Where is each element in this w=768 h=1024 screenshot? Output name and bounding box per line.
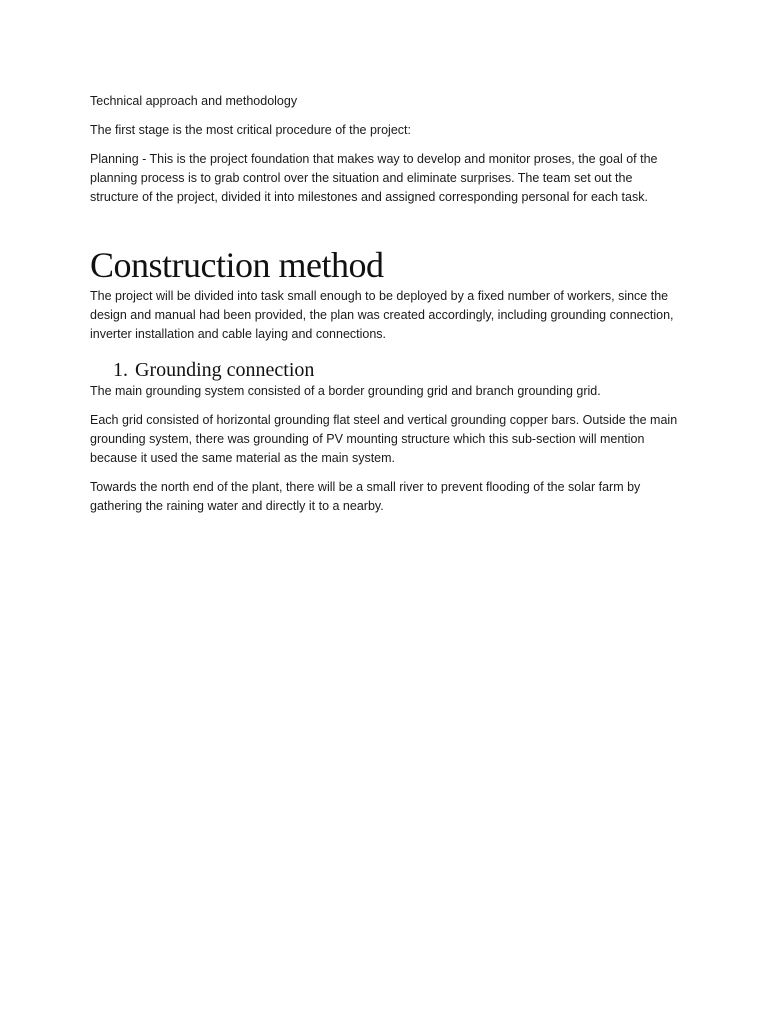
construction-paragraph: The project will be divided into task small enough to be deployed by a fixed number of workers, since the design and manual had been provided, the plan was created accordingly, including grounding connection, inverter installation and cable laying and connections.: [90, 289, 674, 341]
first-stage-paragraph: The first stage is the most critical procedure of the project:: [90, 123, 411, 137]
section-number: 1.: [113, 359, 128, 381]
grounding-paragraph-3: Towards the north end of the plant, there will be a small river to prevent flooding of the solar farm by gathering the raining water and directly it to a nearby.: [90, 480, 641, 513]
construction-method-heading: Construction method: [90, 245, 384, 285]
grounding-paragraph-2: Each grid consisted of horizontal grounding flat steel and vertical grounding copper bars. Outside the main grounding system, there was grounding of PV mounting structure which this sub-section will mention because it used the same material as the main system.: [90, 413, 678, 465]
planning-paragraph: Planning - This is the project foundation that makes way to develop and monitor proses, the goal of the planning process is to grab control over the situation and eliminate surprises. The team set out the structure of the project, divided it into milestones and assigned corresponding personal for each task.: [90, 152, 658, 204]
grounding-paragraph-1: The main grounding system consisted of a border grounding grid and branch grounding grid.: [90, 384, 601, 398]
grounding-connection-heading: [113, 358, 680, 382]
document-body: [90, 92, 680, 526]
intro-title: Technical approach and methodology: [90, 94, 298, 108]
section-title: Grounding connection: [135, 359, 315, 381]
